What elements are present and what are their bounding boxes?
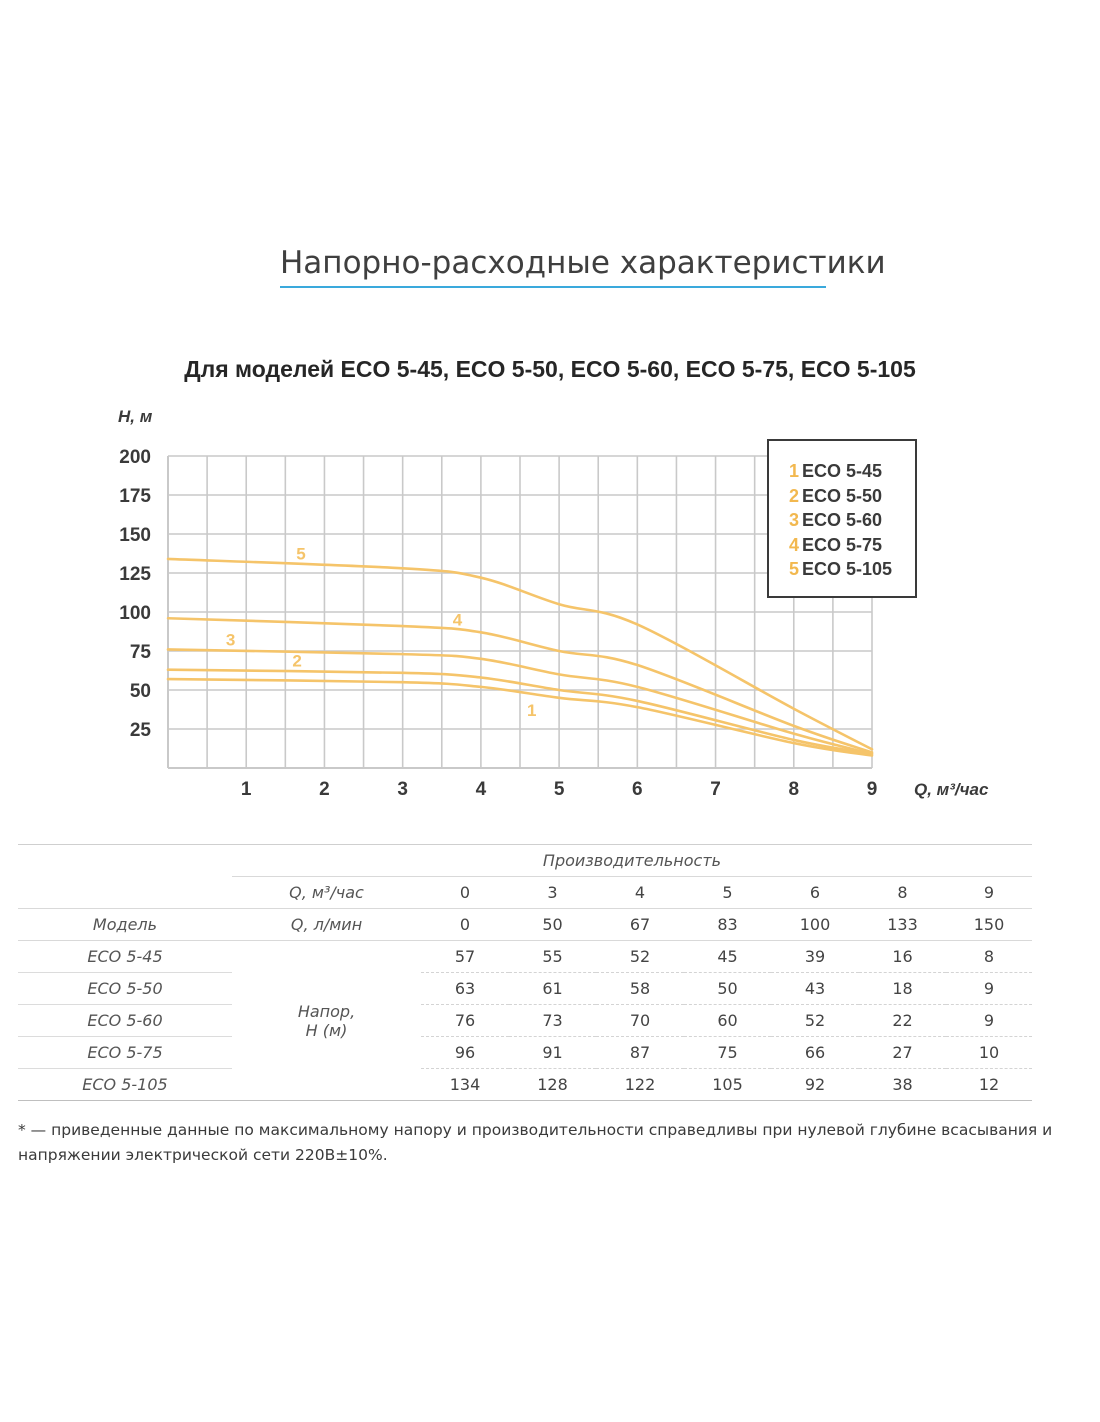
head-label-line2: H (м) — [305, 1020, 348, 1040]
table-cell: 50 — [684, 973, 771, 1005]
table-cell: 75 — [684, 1037, 771, 1069]
x-tick-label: 5 — [553, 779, 565, 800]
legend-label: ECO 5-105 — [802, 559, 893, 579]
table-cell: 50 — [509, 909, 596, 941]
model-name: ECO 5-105 — [18, 1069, 232, 1101]
table-cell: 16 — [859, 941, 946, 973]
table-cell: 52 — [596, 941, 684, 973]
curve-number-label: 2 — [292, 651, 302, 671]
curve-number-label: 3 — [225, 630, 236, 650]
table-cell: 58 — [596, 973, 684, 1005]
x-tick-label: 4 — [475, 779, 487, 800]
curve-number-label: 1 — [526, 700, 537, 720]
y-tick-label: 200 — [119, 447, 151, 468]
table-cell: 4 — [596, 877, 684, 909]
legend-item — [789, 484, 915, 509]
table-cell: 76 — [421, 1005, 509, 1037]
model-header: Модель — [18, 909, 232, 941]
table-cell: 83 — [684, 909, 771, 941]
table-cell: 96 — [421, 1037, 509, 1069]
table-cell: 87 — [596, 1037, 684, 1069]
table-cell: 63 — [421, 973, 509, 1005]
table-cell: 52 — [771, 1005, 859, 1037]
table-group-header-row — [18, 845, 1032, 877]
table-cell: 57 — [421, 941, 509, 973]
y-tick-label: 175 — [119, 486, 151, 507]
table-cell: 122 — [596, 1069, 684, 1101]
model-name: ECO 5-60 — [18, 1005, 232, 1037]
table-cell: 128 — [509, 1069, 596, 1101]
legend-item — [789, 459, 915, 484]
model-name: ECO 5-45 — [18, 941, 232, 973]
table-cell: 27 — [859, 1037, 946, 1069]
table-cell: 45 — [684, 941, 771, 973]
head-label-line1: Напор, — [297, 1001, 356, 1021]
curve-number-label: 5 — [296, 544, 306, 564]
legend-item — [789, 533, 915, 558]
table-cell: 73 — [509, 1005, 596, 1037]
table-cell: 9 — [946, 973, 1032, 1005]
table-row — [18, 973, 1032, 1005]
group-header: Производительность — [232, 845, 1032, 877]
table-cell: 9 — [946, 877, 1032, 909]
x-tick-label: 7 — [710, 779, 721, 800]
table-cell: 91 — [509, 1037, 596, 1069]
table-cell: 66 — [771, 1037, 859, 1069]
y-tick-label: 25 — [129, 720, 151, 741]
table-row — [18, 1037, 1032, 1069]
table-cell: 92 — [771, 1069, 859, 1101]
table-cell: 12 — [946, 1069, 1032, 1101]
table-cell: 8 — [946, 941, 1032, 973]
table-cell: 133 — [859, 909, 946, 941]
model-name: ECO 5-75 — [18, 1037, 232, 1069]
table-cell: 18 — [859, 973, 946, 1005]
y-tick-label: 100 — [119, 603, 151, 624]
table-cell: 10 — [946, 1037, 1032, 1069]
x-tick-label: 9 — [866, 779, 878, 800]
y-axis-label: H, м — [118, 407, 153, 426]
legend-item — [789, 508, 915, 533]
chart-title: Для моделей ECO 5-45, ECO 5-50, ECO 5-60, ECO 5-75, ECO 5-105 — [184, 356, 916, 382]
table-cell: 39 — [771, 941, 859, 973]
y-tick-label: 75 — [129, 642, 151, 663]
table-row — [18, 941, 1032, 973]
legend-number: 4 — [789, 534, 800, 555]
chart-ticks — [119, 447, 877, 800]
model-name: ECO 5-50 — [18, 973, 232, 1005]
table-cell: 134 — [421, 1069, 509, 1101]
y-tick-label: 125 — [119, 564, 151, 585]
legend-number: 2 — [789, 485, 800, 506]
table-row — [18, 1069, 1032, 1101]
table-cell: 0 — [421, 877, 509, 909]
table-cell: 3 — [509, 877, 596, 909]
legend-label: ECO 5-45 — [802, 461, 883, 481]
x-tick-label: 2 — [319, 779, 330, 800]
q-lmin-label: Q, л/мин — [232, 909, 421, 941]
legend-number: 5 — [789, 559, 800, 579]
x-axis-label: Q, м³/час — [914, 780, 989, 799]
table-q-lmin-row — [18, 909, 1032, 941]
curve-number-label: 4 — [452, 610, 463, 630]
table-cell: 61 — [509, 973, 596, 1005]
legend-label: ECO 5-75 — [802, 534, 883, 555]
pump-curve-chart — [0, 395, 1100, 815]
legend-number: 3 — [789, 510, 800, 530]
table-cell: 67 — [596, 909, 684, 941]
chart-legend — [767, 439, 917, 598]
legend-label: ECO 5-50 — [802, 485, 883, 506]
footnote: * — приведенные данные по максимальному напору и производительности справедливы при нулевой глубине всасывания и напряжении электрической сети 220В±10%. — [18, 1121, 1053, 1164]
table-row — [18, 1005, 1032, 1037]
curve-labels — [226, 544, 537, 720]
y-tick-label: 50 — [129, 681, 151, 702]
table-cell: 55 — [509, 941, 596, 973]
table-cell: 0 — [421, 909, 509, 941]
x-tick-label: 8 — [788, 779, 800, 800]
table-cell: 5 — [684, 877, 771, 909]
table-cell: 6 — [771, 877, 859, 909]
table-cell: 150 — [946, 909, 1032, 941]
performance-table — [18, 844, 1032, 1101]
section-title: Напорно-расходные характеристики — [280, 240, 826, 288]
table-cell: 22 — [859, 1005, 946, 1037]
q-m3-label: Q, м³/час — [232, 877, 421, 909]
table-cell: 9 — [946, 1005, 1032, 1037]
head-label-cell — [232, 941, 421, 1101]
table-cell: 8 — [859, 877, 946, 909]
table-cell: 60 — [684, 1005, 771, 1037]
x-tick-label: 6 — [632, 779, 643, 800]
table-cell: 43 — [771, 973, 859, 1005]
legend-label: ECO 5-60 — [802, 510, 883, 530]
legend-item — [789, 557, 915, 582]
table-cell: 38 — [859, 1069, 946, 1101]
x-tick-label: 1 — [240, 779, 252, 800]
y-tick-label: 150 — [119, 525, 151, 546]
table-q-m3-row — [18, 877, 1032, 909]
table-cell: 105 — [684, 1069, 771, 1101]
legend-number: 1 — [789, 461, 800, 481]
table-cell: 70 — [596, 1005, 684, 1037]
table-cell: 100 — [771, 909, 859, 941]
x-tick-label: 3 — [397, 779, 408, 800]
